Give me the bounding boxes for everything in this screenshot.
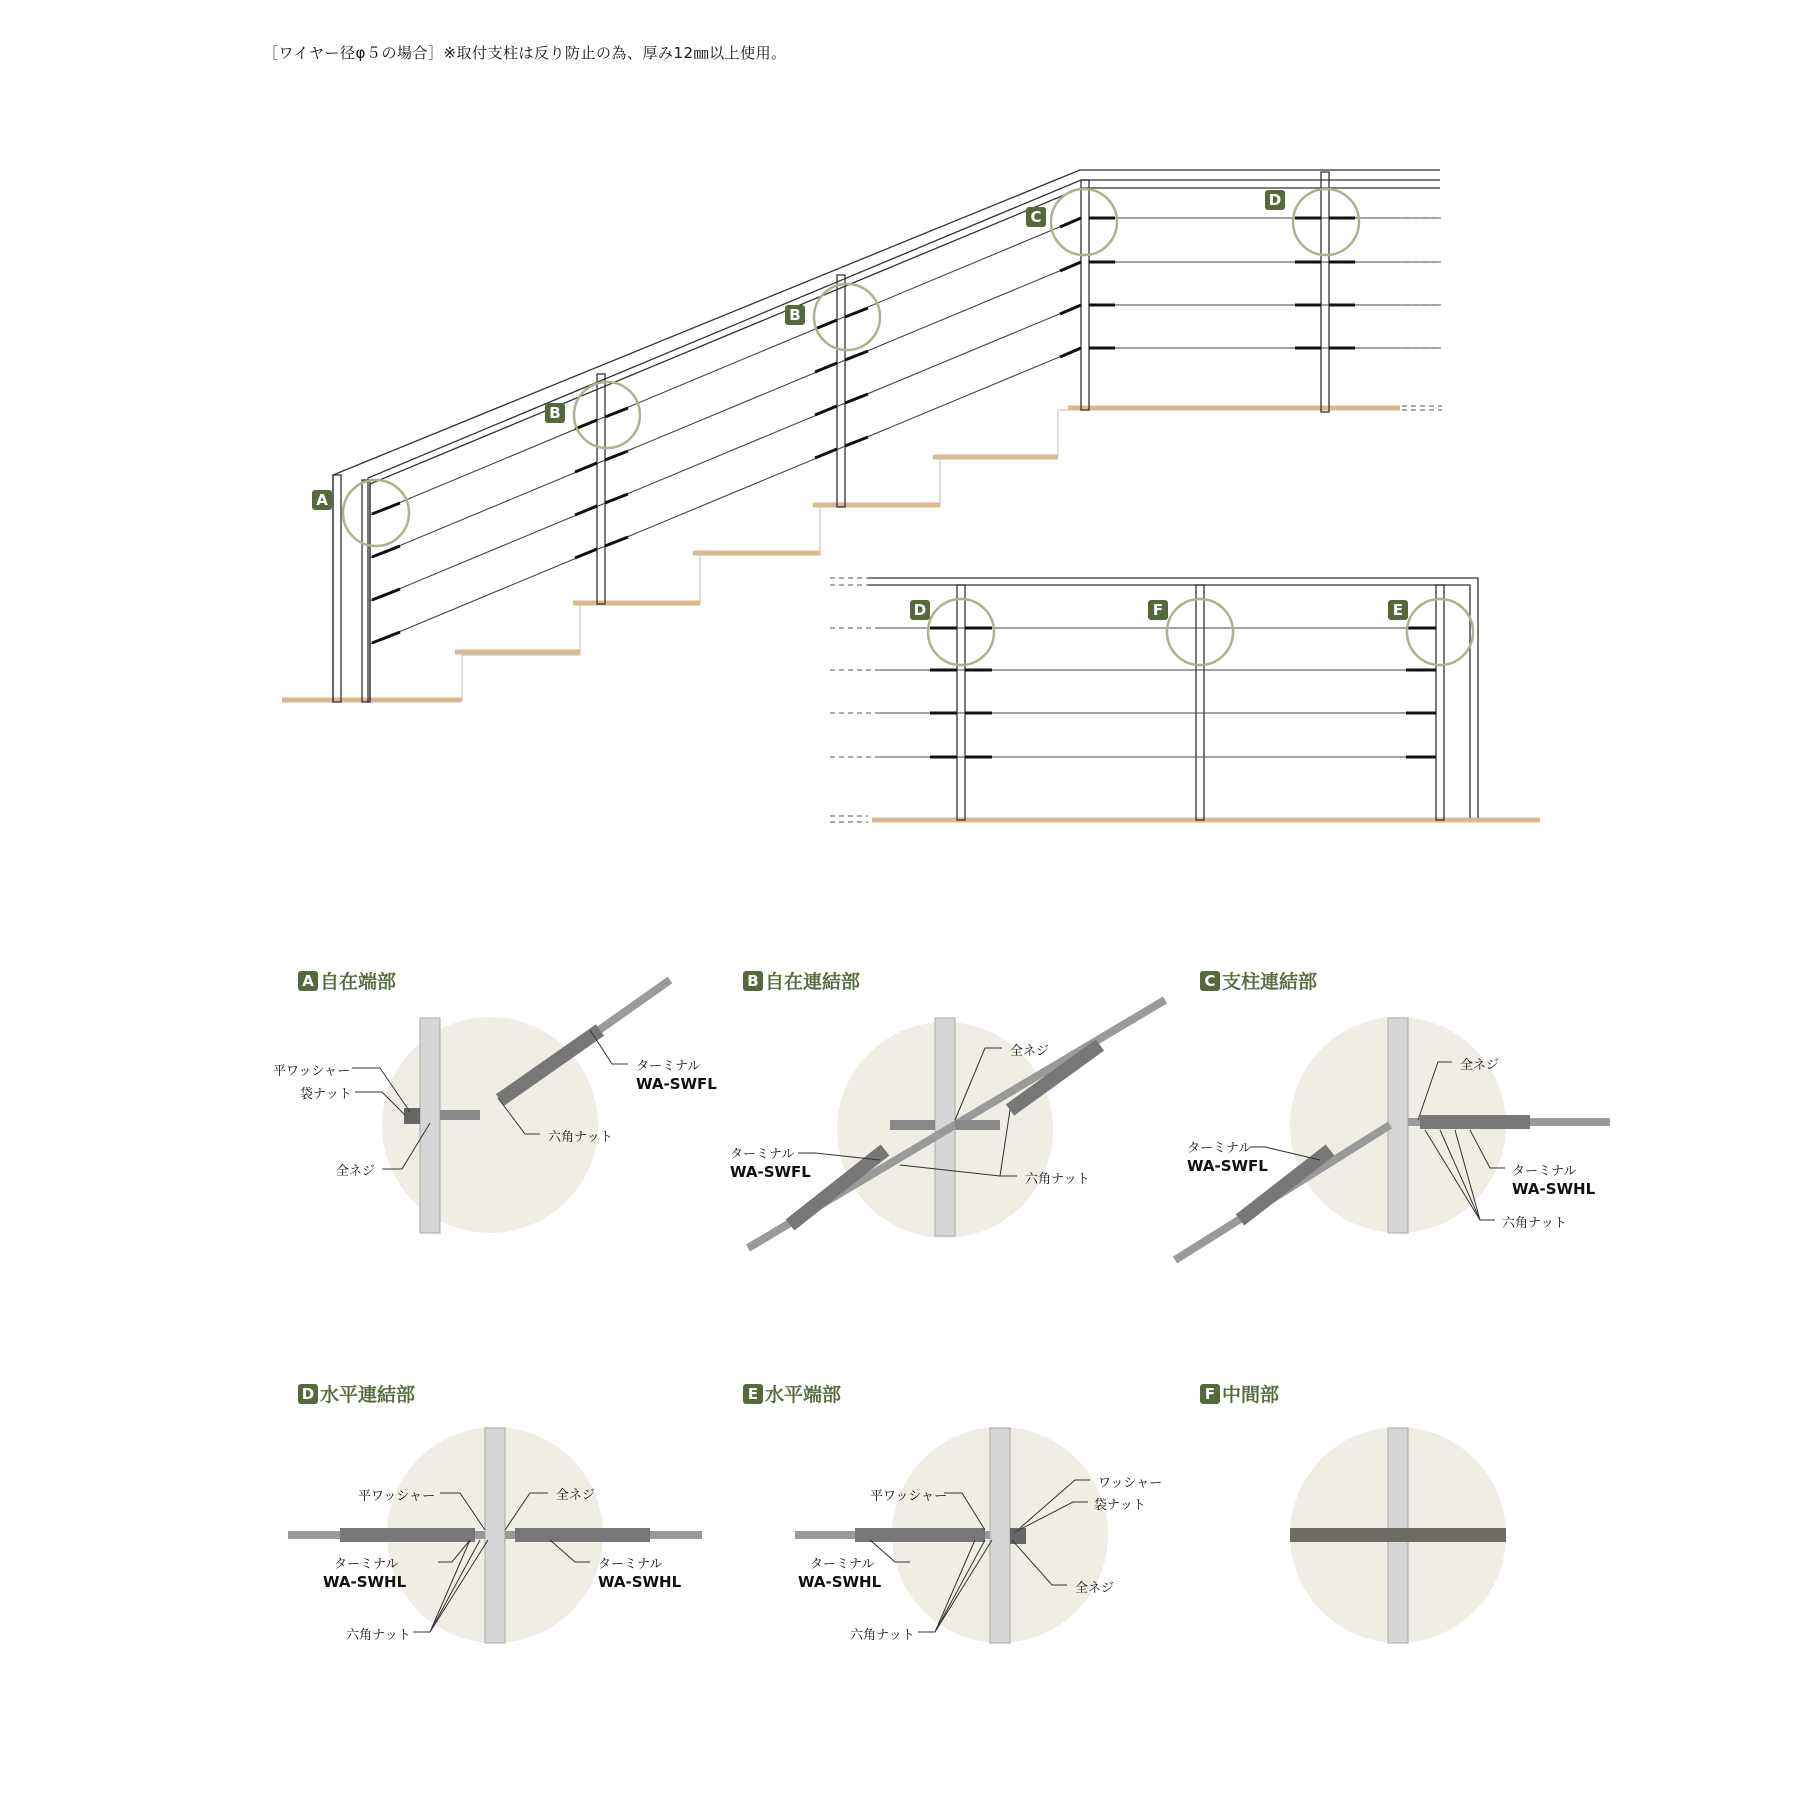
- e-label-fukuro-nut: 袋ナット: [1094, 1498, 1146, 1513]
- b-label-zen-neji: 全ネジ: [1010, 1044, 1050, 1059]
- a-label-fukuro-nut: 袋ナット: [300, 1087, 352, 1102]
- section-title-D: D 水平連結部: [298, 1380, 415, 1407]
- e-label-washer: ワッシャー: [1098, 1476, 1163, 1491]
- c-label-terminal-swhl: ターミナル: [1512, 1164, 1577, 1179]
- flat-fittings: [930, 628, 1436, 757]
- d-label-hira-washer: 平ワッシャー: [358, 1489, 436, 1504]
- d-label-rokkaku-nut: 六角ナット: [346, 1628, 411, 1643]
- detail-B: [748, 1000, 1165, 1248]
- a-label-hira-washer: 平ワッシャー: [273, 1064, 351, 1079]
- landing-continuation: [1402, 406, 1442, 410]
- c-label-wa-swhl: WA-SWHL: [1512, 1180, 1596, 1198]
- e-label-wa-swhl: WA-SWHL: [798, 1573, 882, 1591]
- d-label-wa-swhl-left: WA-SWHL: [323, 1573, 407, 1591]
- flat-elevation: [830, 578, 1540, 822]
- flat-post-1: [957, 585, 965, 820]
- detail-E: [795, 1427, 1108, 1643]
- stair-treads: [282, 408, 1400, 700]
- marker-A: A: [312, 490, 334, 510]
- b-label-terminal: ターミナル: [730, 1147, 795, 1162]
- section-title-A: A 自在端部: [298, 967, 396, 994]
- flat-post-3: [1436, 585, 1444, 820]
- c-label-terminal-swfl: ターミナル: [1187, 1141, 1252, 1156]
- section-title-C: C 支柱連結部: [1200, 967, 1317, 994]
- a-label-wa-swfl: WA-SWFL: [636, 1075, 717, 1093]
- section-title-E: E 水平端部: [743, 1380, 841, 1407]
- marker-D-1: D: [1265, 190, 1287, 210]
- stair-elevation: [282, 170, 1445, 702]
- a-label-zen-neji: 全ネジ: [336, 1164, 376, 1179]
- d-label-terminal-left: ターミナル: [334, 1557, 399, 1572]
- stair-detail-circles: [343, 189, 1359, 546]
- d-label-terminal-right: ターミナル: [598, 1557, 663, 1572]
- flat-floor-continuation: [830, 578, 880, 822]
- flat-wires: [880, 628, 1436, 757]
- b-label-wa-swfl: WA-SWFL: [730, 1163, 811, 1181]
- e-label-zen-neji: 全ネジ: [1075, 1581, 1115, 1596]
- detail-D: [288, 1427, 702, 1643]
- marker-D-2: D: [910, 600, 932, 620]
- stair-fittings: [372, 218, 1355, 643]
- marker-F: F: [1148, 600, 1170, 620]
- c-label-rokkaku-nut: 六角ナット: [1502, 1216, 1567, 1231]
- b-label-rokkaku-nut: 六角ナット: [1025, 1172, 1090, 1187]
- c-label-zen-neji: 全ネジ: [1460, 1058, 1500, 1073]
- detail-A: [382, 980, 670, 1233]
- a-label-rokkaku-nut: 六角ナット: [548, 1130, 613, 1145]
- marker-B-1: B: [545, 403, 567, 423]
- stair-wires: [370, 218, 1440, 644]
- a-label-terminal: ターミナル: [636, 1059, 701, 1074]
- marker-E: E: [1388, 600, 1410, 620]
- install-note: ［ワイヤー径φ５の場合］※取付支柱は反り防止の為、厚み12㎜以上使用。: [263, 44, 787, 62]
- marker-C: C: [1026, 207, 1048, 227]
- stair-wire-continuation: [1400, 218, 1445, 348]
- section-title-B: B 自在連結部: [743, 967, 860, 994]
- d-label-zen-neji: 全ネジ: [556, 1488, 596, 1503]
- e-label-rokkaku-nut: 六角ナット: [850, 1628, 915, 1643]
- detail-F: [1290, 1427, 1506, 1643]
- e-label-terminal: ターミナル: [810, 1557, 875, 1572]
- e-label-hira-washer: 平ワッシャー: [870, 1489, 948, 1504]
- marker-B-2: B: [785, 305, 807, 325]
- d-label-wa-swhl-right: WA-SWHL: [598, 1573, 682, 1591]
- section-title-F: F 中間部: [1200, 1380, 1279, 1407]
- c-label-wa-swfl: WA-SWFL: [1187, 1157, 1268, 1175]
- flat-post-2: [1196, 585, 1204, 820]
